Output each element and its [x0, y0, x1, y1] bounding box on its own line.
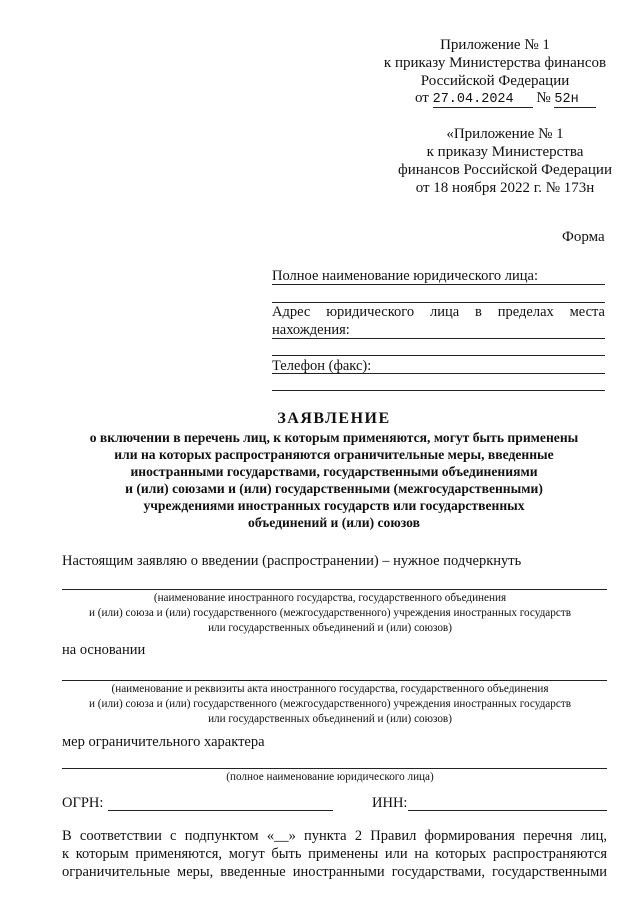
doc-title: ЗАЯВЛЕНИЕ: [277, 410, 391, 427]
field-address-line-1: [272, 338, 605, 339]
measures-text: мер ограничительного характера: [62, 734, 265, 750]
appendix-date: 27.04.2024: [433, 92, 533, 108]
appendix-line-2: к приказу Министерства финансов: [383, 55, 607, 71]
para-line-1: В соответствии с подпунктом «__» пункта 2 Правил формирования перечня лиц,: [62, 828, 607, 844]
doc-subtitle-2: или на которых распространяются ограничительные меры, введенные: [114, 447, 554, 462]
inn-line: [408, 810, 607, 811]
doc-subtitle-3: иностранными государствами, государственными объединениями: [130, 464, 538, 479]
appendix-ot: от: [415, 90, 429, 106]
ogrn-label: ОГРН:: [62, 795, 104, 811]
basis-text: на основании: [62, 642, 146, 658]
inn-label: ИНН:: [372, 795, 408, 811]
appendix-date-row: [415, 90, 596, 108]
para-line-3: ограничительные меры, введенные иностранными государствами, государственными: [62, 864, 607, 880]
field-phone-label: Телефон (факс):: [272, 358, 372, 374]
field-name-line-1: [272, 284, 605, 285]
doc-subtitle-4: и (или) союзами и (или) государственными (межгосударственными): [125, 481, 543, 496]
note-2b: и (или) союза и (или) государственного (межгосударственного) учреждения иностранных государств: [88, 698, 572, 710]
field-address-line-2: [272, 355, 605, 356]
orig-appendix-line-4: от 18 ноября 2022 г. № 173н: [415, 180, 595, 196]
appendix-line-1: Приложение № 1: [440, 37, 550, 53]
appendix-no: №: [536, 90, 551, 106]
orig-appendix-line-1: «Приложение № 1: [446, 126, 564, 142]
note-3: (полное наименование юридического лица): [226, 771, 434, 783]
appendix-line-3: Российской Федерации: [420, 73, 570, 89]
note-2a: (наименование и реквизиты акта иностранного государства, государственного объединения: [111, 683, 549, 695]
declare-text: Настоящим заявляю о введении (распространении) – нужное подчеркнуть: [62, 553, 522, 569]
basis-line: [62, 680, 607, 681]
note-1b: и (или) союза и (или) государственного (межгосударственного) учреждения иностранных государств: [88, 607, 572, 619]
note-1a: (наименование иностранного государства, государственного объединения: [153, 592, 507, 604]
field-address-label-b: нахождения:: [272, 322, 350, 338]
orig-appendix-line-2: к приказу Министерства: [426, 144, 584, 160]
field-phone-line-2: [272, 390, 605, 391]
entity-name-line: [62, 768, 607, 769]
doc-subtitle-1: о включении в перечень лиц, к которым применяются, могут быть применены: [89, 430, 579, 445]
appendix-number: 52н: [554, 92, 596, 108]
note-1c: или государственных объединений и (или) союзов): [208, 622, 452, 634]
field-address-label-a: Адрес юридического лица в пределах места: [272, 304, 605, 320]
doc-subtitle-6: объединений и (или) союзов: [248, 515, 420, 530]
ogrn-line: [108, 810, 333, 811]
field-name-label: Полное наименование юридического лица:: [272, 268, 539, 284]
form-label: Форма: [562, 229, 605, 245]
field-phone-line-1: [272, 373, 605, 374]
note-2c: или государственных объединений и (или) союзов): [208, 713, 452, 725]
state-name-line: [62, 589, 607, 590]
doc-subtitle-5: учреждениями иностранных государств или государственных: [143, 498, 525, 513]
field-name-line-2: [272, 302, 605, 303]
orig-appendix-line-3: финансов Российской Федерации: [398, 162, 612, 178]
para-line-2: к которым применяются, могут быть применены или на которых распространяются: [62, 846, 607, 862]
